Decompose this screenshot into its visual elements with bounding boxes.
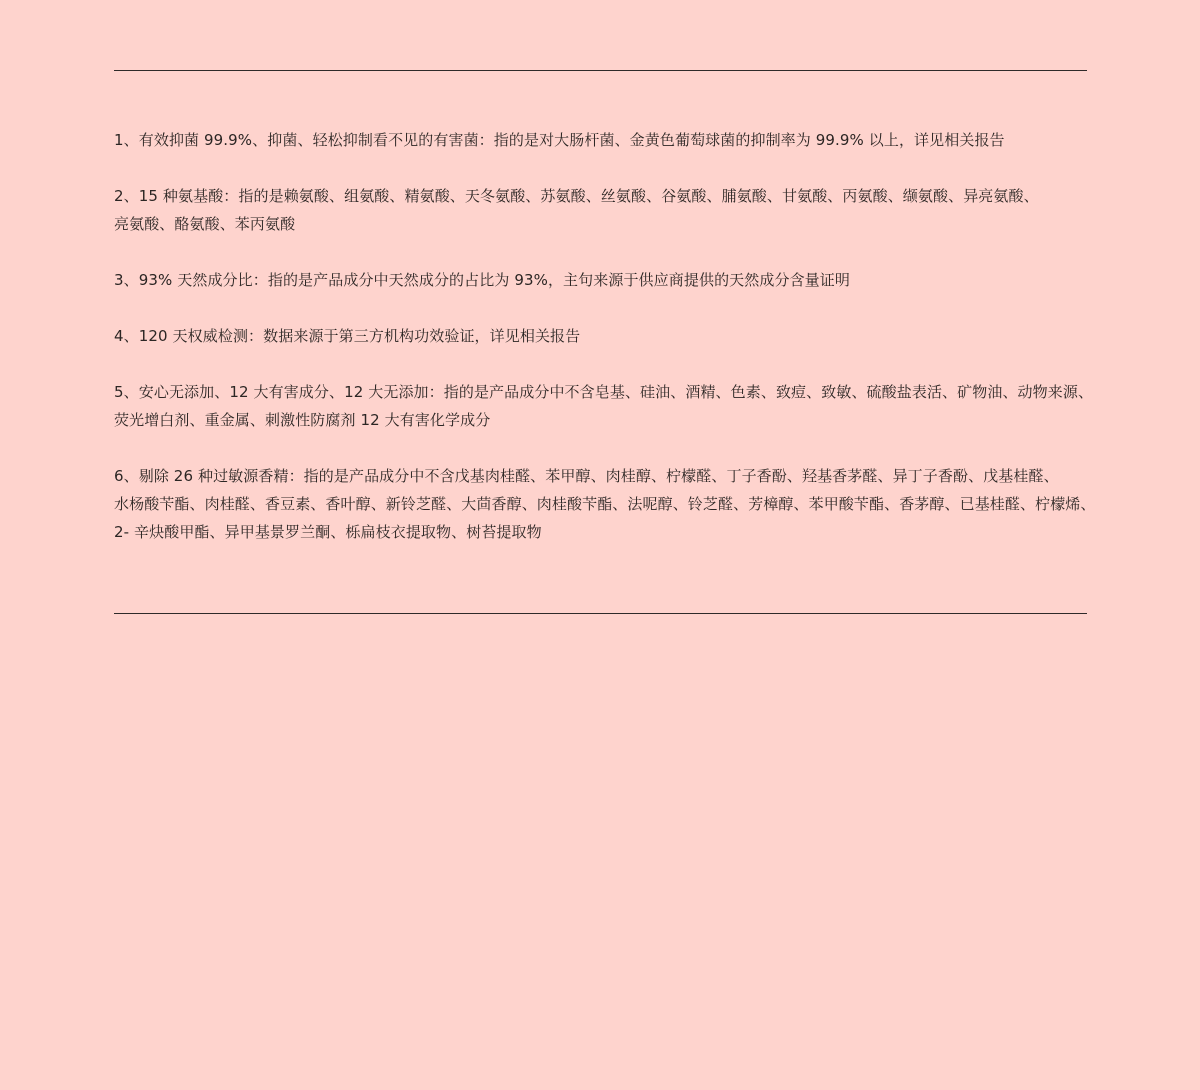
footnote-line: 6、剔除 26 种过敏源香精：指的是产品成分中不含戊基肉桂醛、苯甲醇、肉桂醇、柠檬醛、丁子香酚、羟基香茅醛、异丁子香酚、戊基桂醛、 bbox=[114, 467, 1059, 485]
footnote-line: 2、15 种氨基酸：指的是赖氨酸、组氨酸、精氨酸、天冬氨酸、苏氨酸、丝氨酸、谷氨酸、脯氨酸、甘氨酸、丙氨酸、缬氨酸、异亮氨酸、 bbox=[114, 187, 1039, 205]
footnote-1 bbox=[114, 126, 1094, 154]
footnote-line: 荧光增白剂、重金属、刺激性防腐剂 12 大有害化学成分 bbox=[114, 411, 491, 429]
bottom-divider bbox=[114, 613, 1087, 614]
footnotes-list bbox=[114, 126, 1094, 574]
footnote-2 bbox=[114, 182, 1094, 238]
footnote-line: 4、120 天权威检测：数据来源于第三方机构功效验证，详见相关报告 bbox=[114, 327, 581, 345]
footnote-6 bbox=[114, 462, 1094, 546]
top-divider bbox=[114, 70, 1087, 71]
footnote-5 bbox=[114, 378, 1094, 434]
footnote-line: 亮氨酸、酪氨酸、苯丙氨酸 bbox=[114, 215, 296, 233]
footnote-line: 水杨酸苄酯、肉桂醛、香豆素、香叶醇、新铃芝醛、大茴香醇、肉桂酸苄酯、法呢醇、铃芝醛、芳樟醇、苯甲酸苄酯、香茅醇、已基桂醛、柠檬烯、 bbox=[114, 495, 1096, 513]
footnote-line: 3、93% 天然成分比：指的是产品成分中天然成分的占比为 93%，主句来源于供应商提供的天然成分含量证明 bbox=[114, 271, 850, 289]
footnote-3 bbox=[114, 266, 1094, 294]
footnote-4 bbox=[114, 322, 1094, 350]
footnote-line: 1、有效抑菌 99.9%、抑菌、轻松抑制看不见的有害菌：指的是对大肠杆菌、金黄色葡萄球菌的抑制率为 99.9% 以上，详见相关报告 bbox=[114, 131, 1005, 149]
footnote-line: 2- 辛炔酸甲酯、异甲基景罗兰酮、栎扁枝衣提取物、树苔提取物 bbox=[114, 523, 542, 541]
footnote-line: 5、安心无添加、12 大有害成分、12 大无添加：指的是产品成分中不含皂基、硅油、酒精、色素、致痘、致敏、硫酸盐表活、矿物油、动物来源、 bbox=[114, 383, 1094, 401]
